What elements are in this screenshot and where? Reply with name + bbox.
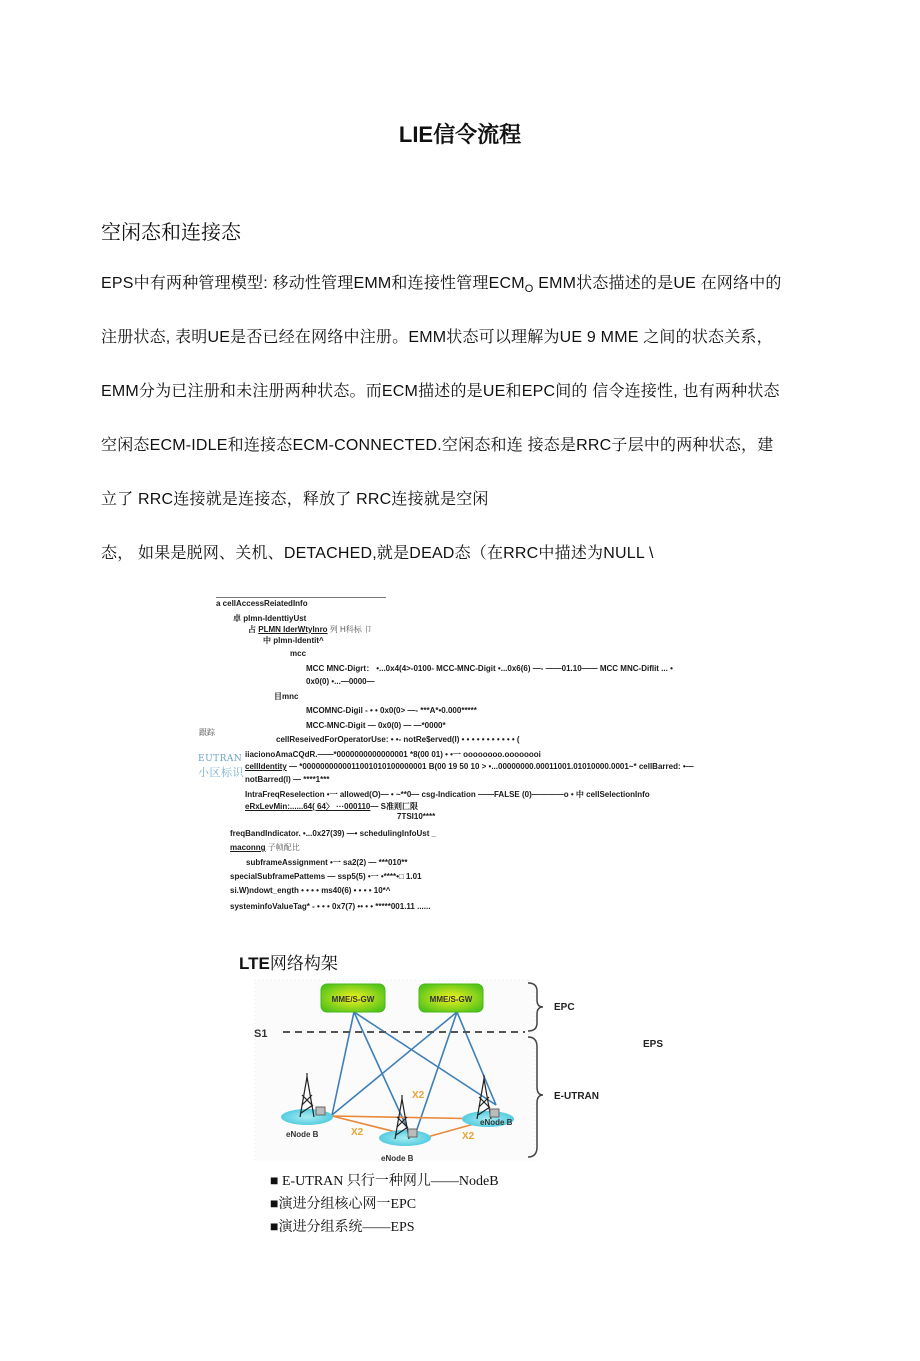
trace-underlined: PLMN IderWtylnro [258, 625, 328, 634]
trace-line: a cellAccessReiatedInfo [216, 599, 308, 608]
paragraph-line: 注册状态, 表明UE是否已经在网络中注册。EMM状态可以理解为UE 9 MME 之间的状态关系， [101, 329, 773, 346]
eps-label: EPS [643, 1039, 664, 1050]
bullet-item: ■演进分组系统——EPS [270, 1220, 415, 1235]
eutran-label: E-UTRAN [554, 1091, 599, 1102]
paragraph-line: EMM分为已注册和未注册两种状态。而ECM描述的是UE和EPC间的 信令连接性, 也有两种状态 [101, 383, 780, 400]
trace-line: si.W)ndowt_ength • • • • ms40(6) • • • • 10*^ [230, 886, 391, 895]
trace-text: — S准则匚限 [370, 802, 418, 811]
diagram-title-cn: 网络构架 [269, 954, 338, 973]
core-node-mme-sgw-2 [419, 984, 483, 1012]
enodeb-label: eNode B [381, 1154, 414, 1163]
trace-line: systeminfoValueTag* - • • • 0x7(7) •• • • *****001.11 ...... [230, 902, 431, 911]
trace-line [248, 624, 372, 635]
trace-line: MCC MNC-Digrt： •...0x4(4>-0100- MCC-MNC-Digit •...0x6(6) —- ——01.10—— MCC MNC-Diflit ... • [306, 664, 673, 673]
trace-text: 占 [248, 625, 259, 634]
equipment-box-icon [490, 1109, 499, 1117]
s1-label: S1 [254, 1028, 268, 1040]
core-node-label: MME/S-GW [429, 995, 473, 1004]
paragraph-text: EPS中有两种管理模型: 移动性管理EMM和连接性管理ECM [101, 275, 525, 292]
trace-line [245, 762, 694, 771]
equipment-box-icon [408, 1129, 417, 1137]
trace-underlined: eRxLevMin:......64( 64〉 ···000110 [245, 802, 371, 811]
trace-line: MCOMNC-Digil - • • 0x0(0> —- ***A*•0.000***** [306, 706, 477, 715]
trace-line: mcc [290, 649, 307, 658]
logo-line-2: 小区标识 [198, 766, 244, 779]
trace-underlined: maconng [230, 843, 266, 852]
eutran-cell-id-logo [198, 752, 242, 784]
trace-text: 列 H科标 卩 [327, 625, 373, 634]
paragraph-line [101, 270, 782, 295]
trace-line: notBarred(l) — ****1*** [245, 775, 330, 784]
document-title: LIE信令流程 [398, 122, 522, 147]
enodeb-label: eNode B [286, 1130, 319, 1139]
x2-label: X2 [462, 1131, 475, 1142]
x2-label: X2 [351, 1127, 364, 1138]
logo-line-1: EUTRAN [198, 754, 243, 764]
trace-side-label: 跟踪 [199, 728, 215, 737]
bullet-item: ■演进分组核心网一EPC [270, 1197, 417, 1212]
core-node-mme-sgw-1 [321, 984, 385, 1012]
equipment-box-icon [316, 1107, 325, 1115]
bullet-item: ■ E-UTRAN 只行一种网儿——NodeB [270, 1174, 499, 1189]
trace-text: 子帧配比 [265, 843, 300, 852]
trace-line: iiacionoAmaCQdR.——*0000000000000001 *8(00 01) • •一 oooooooo.oooooooi [245, 750, 541, 759]
trace-underlined: cellIdentity [245, 762, 287, 771]
paragraph-text: EMM状态描述的是UE 在网络中的 [533, 275, 782, 292]
cell-halo [379, 1130, 431, 1146]
paragraph-subscript: O [524, 283, 534, 296]
trace-line: 目mnc [274, 692, 299, 701]
paragraph-line: 态， 如果是脱网、关机、DETACHED,就是DEAD态（在RRC中描述为NULL \ [101, 545, 654, 562]
trace-line: IntraFreqReselection •一 allowed(O)— • ~**0— csg-Indication ——FALSE (0)————o • 中 cellSelectionInfo [245, 790, 650, 799]
trace-text: — *0000000000011001010100000001 B(00 19 50 10 > •...00000000.00011001.01010000.0001~* cellBarred: •— [286, 762, 694, 771]
trace-line: freqBandIndicator. •...0x27(39) —• schedulingInfoUst _ [230, 829, 437, 838]
paragraph-line: 空闲态ECM-IDLE和连接态ECM-CONNECTED.空闲态和连 接态是RRC子层中的两种状态，建 [101, 437, 774, 454]
trace-line: 卓 plmn-IdenttiyUst [233, 614, 307, 623]
diagram-title-latin: LTE [239, 954, 270, 973]
epc-label: EPC [554, 1002, 575, 1013]
lte-architecture-diagram [240, 975, 700, 1165]
trace-line [245, 801, 418, 812]
trace-line: cellReseivedForOperatorUse: • •- notRe$erved(l) • • • • • • • • • • • ( [276, 735, 520, 744]
trace-line: MCC-MNC-Digit — 0x0(0) — —*0000* [306, 721, 446, 730]
trace-line: 0x0(0) •...—0000— [306, 677, 375, 686]
trace-line: 中 plmn-Identit^ [263, 636, 324, 645]
trace-line: subframeAssignment •一 sa2(2) — ***010** [246, 858, 408, 867]
section-heading: 空闲态和连接态 [101, 222, 241, 244]
trace-line [230, 842, 300, 853]
trace-line: 7TSI10**** [397, 812, 436, 821]
trace-top-rule [216, 597, 386, 598]
enodeb-label: eNode B [480, 1118, 513, 1127]
trace-line: specialSubframePattems — ssp5(5) •一 •****•□ 1.01 [230, 872, 422, 881]
diagram-title [239, 949, 338, 974]
x2-label: X2 [412, 1090, 425, 1101]
paragraph-line: 立了 RRC连接就是连接态，释放了 RRC连接就是空闲 [101, 491, 489, 508]
core-node-label: MME/S-GW [331, 995, 375, 1004]
